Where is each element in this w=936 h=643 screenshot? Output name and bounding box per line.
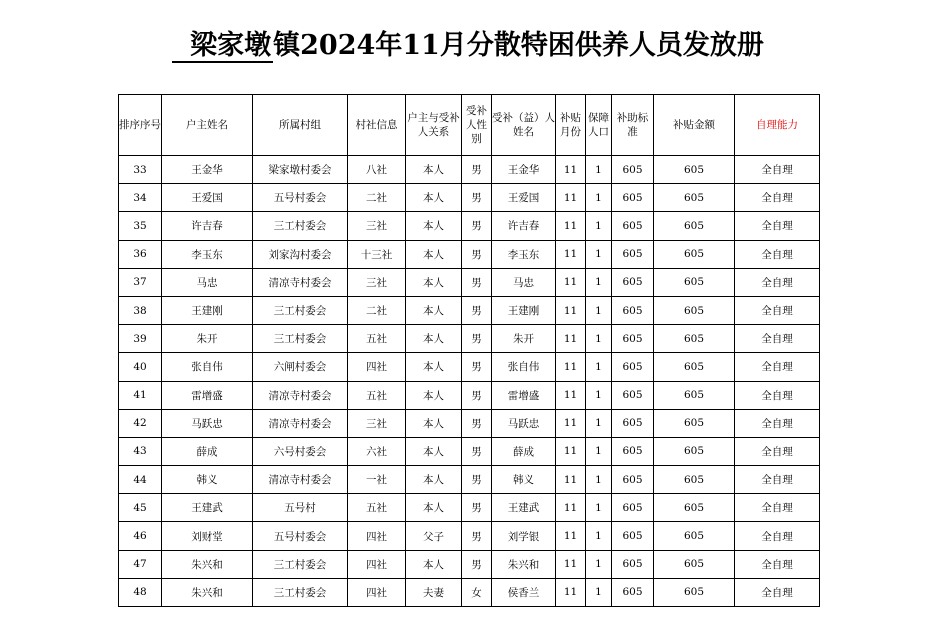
cell-amount: 605 <box>654 240 735 268</box>
cell-standard: 605 <box>612 437 654 465</box>
cell-standard: 605 <box>612 240 654 268</box>
cell-village: 五号村委会 <box>253 184 348 212</box>
cell-relationship: 本人 <box>406 296 462 324</box>
cell-relationship: 本人 <box>406 381 462 409</box>
cell-standard: 605 <box>612 212 654 240</box>
cell-sex: 男 <box>462 466 492 494</box>
table-row <box>119 522 820 550</box>
cell-relationship: 本人 <box>406 409 462 437</box>
cell-sequence: 39 <box>119 325 162 353</box>
cell-relationship: 本人 <box>406 466 462 494</box>
cell-village: 六号村委会 <box>253 437 348 465</box>
col-header-self-care: 自理能力 <box>735 95 820 156</box>
cell-amount: 605 <box>654 381 735 409</box>
cell-household-head: 王建刚 <box>162 296 253 324</box>
cell-village: 五号村 <box>253 494 348 522</box>
cell-beneficiary: 王爱国 <box>492 184 556 212</box>
cell-village: 三工村委会 <box>253 325 348 353</box>
cell-population: 1 <box>586 494 612 522</box>
cell-beneficiary: 王建刚 <box>492 296 556 324</box>
cell-village-group: 四社 <box>348 578 406 606</box>
col-header-standard: 补助标准 <box>612 95 654 156</box>
cell-month: 11 <box>556 296 586 324</box>
col-header-village: 所属村组 <box>253 95 348 156</box>
cell-village: 清凉寺村委会 <box>253 268 348 296</box>
cell-amount: 605 <box>654 184 735 212</box>
col-header-month: 补贴月份 <box>556 95 586 156</box>
cell-self-care: 全自理 <box>735 296 820 324</box>
cell-village-group: 五社 <box>348 325 406 353</box>
cell-self-care: 全自理 <box>735 353 820 381</box>
cell-standard: 605 <box>612 466 654 494</box>
table-row <box>119 437 820 465</box>
cell-population: 1 <box>586 550 612 578</box>
table-row <box>119 184 820 212</box>
cell-household-head: 王金华 <box>162 156 253 184</box>
table-row <box>119 296 820 324</box>
cell-village: 三工村委会 <box>253 296 348 324</box>
cell-sequence: 38 <box>119 296 162 324</box>
cell-sex: 男 <box>462 268 492 296</box>
cell-population: 1 <box>586 325 612 353</box>
cell-relationship: 夫妻 <box>406 578 462 606</box>
cell-village-group: 五社 <box>348 494 406 522</box>
cell-population: 1 <box>586 409 612 437</box>
cell-sex: 男 <box>462 437 492 465</box>
cell-amount: 605 <box>654 522 735 550</box>
cell-self-care: 全自理 <box>735 184 820 212</box>
cell-village-group: 三社 <box>348 212 406 240</box>
cell-sequence: 41 <box>119 381 162 409</box>
cell-sex: 男 <box>462 409 492 437</box>
cell-household-head: 王建武 <box>162 494 253 522</box>
table-row <box>119 353 820 381</box>
cell-village: 梁家墩村委会 <box>253 156 348 184</box>
table-row <box>119 381 820 409</box>
cell-sequence: 45 <box>119 494 162 522</box>
col-header-sex: 受补人性别 <box>462 95 492 156</box>
cell-sequence: 44 <box>119 466 162 494</box>
cell-population: 1 <box>586 381 612 409</box>
cell-beneficiary: 朱兴和 <box>492 550 556 578</box>
cell-sequence: 46 <box>119 522 162 550</box>
cell-month: 11 <box>556 212 586 240</box>
cell-amount: 605 <box>654 156 735 184</box>
cell-self-care: 全自理 <box>735 409 820 437</box>
cell-beneficiary: 韩义 <box>492 466 556 494</box>
cell-village: 三工村委会 <box>253 550 348 578</box>
cell-relationship: 本人 <box>406 550 462 578</box>
cell-population: 1 <box>586 240 612 268</box>
cell-standard: 605 <box>612 409 654 437</box>
table-row <box>119 240 820 268</box>
col-header-sequence: 排序序号 <box>119 95 162 156</box>
cell-month: 11 <box>556 437 586 465</box>
cell-sequence: 47 <box>119 550 162 578</box>
table-row <box>119 268 820 296</box>
header-row <box>119 95 820 156</box>
col-header-household-head: 户主姓名 <box>162 95 253 156</box>
cell-sex: 男 <box>462 381 492 409</box>
cell-self-care: 全自理 <box>735 212 820 240</box>
cell-month: 11 <box>556 466 586 494</box>
cell-beneficiary: 刘学银 <box>492 522 556 550</box>
cell-amount: 605 <box>654 353 735 381</box>
cell-household-head: 韩义 <box>162 466 253 494</box>
cell-beneficiary: 朱开 <box>492 325 556 353</box>
cell-village-group: 四社 <box>348 353 406 381</box>
cell-standard: 605 <box>612 494 654 522</box>
cell-beneficiary: 马跃忠 <box>492 409 556 437</box>
col-header-amount: 补贴金额 <box>654 95 735 156</box>
cell-amount: 605 <box>654 212 735 240</box>
cell-sex: 男 <box>462 522 492 550</box>
page-title <box>0 30 936 63</box>
cell-sequence: 36 <box>119 240 162 268</box>
cell-relationship: 本人 <box>406 156 462 184</box>
cell-relationship: 本人 <box>406 437 462 465</box>
cell-standard: 605 <box>612 550 654 578</box>
cell-village-group: 一社 <box>348 466 406 494</box>
cell-amount: 605 <box>654 550 735 578</box>
cell-standard: 605 <box>612 325 654 353</box>
cell-household-head: 朱兴和 <box>162 578 253 606</box>
cell-standard: 605 <box>612 184 654 212</box>
table-row <box>119 578 820 606</box>
cell-village: 五号村委会 <box>253 522 348 550</box>
cell-beneficiary: 李玉东 <box>492 240 556 268</box>
cell-household-head: 马忠 <box>162 268 253 296</box>
col-header-village-group: 村社信息 <box>348 95 406 156</box>
cell-beneficiary: 侯香兰 <box>492 578 556 606</box>
cell-month: 11 <box>556 381 586 409</box>
cell-beneficiary: 王建武 <box>492 494 556 522</box>
col-header-beneficiary: 受补（益）人姓名 <box>492 95 556 156</box>
title-rest: 镇2024年11月分散特困供养人员发放册 <box>273 30 764 61</box>
cell-village-group: 二社 <box>348 184 406 212</box>
cell-population: 1 <box>586 466 612 494</box>
cell-sequence: 33 <box>119 156 162 184</box>
cell-population: 1 <box>586 437 612 465</box>
cell-sex: 男 <box>462 184 492 212</box>
cell-household-head: 马跃忠 <box>162 409 253 437</box>
cell-village-group: 二社 <box>348 296 406 324</box>
cell-sex: 男 <box>462 156 492 184</box>
cell-relationship: 本人 <box>406 494 462 522</box>
cell-self-care: 全自理 <box>735 466 820 494</box>
cell-month: 11 <box>556 184 586 212</box>
cell-sex: 男 <box>462 550 492 578</box>
cell-population: 1 <box>586 268 612 296</box>
cell-population: 1 <box>586 184 612 212</box>
cell-household-head: 王爱国 <box>162 184 253 212</box>
cell-amount: 605 <box>654 466 735 494</box>
cell-standard: 605 <box>612 578 654 606</box>
cell-household-head: 李玉东 <box>162 240 253 268</box>
cell-self-care: 全自理 <box>735 325 820 353</box>
cell-relationship: 本人 <box>406 240 462 268</box>
table-row <box>119 409 820 437</box>
table-row <box>119 550 820 578</box>
cell-village: 清凉寺村委会 <box>253 381 348 409</box>
table-row <box>119 156 820 184</box>
cell-household-head: 许吉春 <box>162 212 253 240</box>
cell-standard: 605 <box>612 522 654 550</box>
cell-village: 清凉寺村委会 <box>253 409 348 437</box>
table-row <box>119 325 820 353</box>
cell-relationship: 本人 <box>406 184 462 212</box>
cell-population: 1 <box>586 522 612 550</box>
col-header-population: 保障人口 <box>586 95 612 156</box>
cell-beneficiary: 雷增盛 <box>492 381 556 409</box>
cell-village: 刘家沟村委会 <box>253 240 348 268</box>
col-header-relationship: 户主与受补人关系 <box>406 95 462 156</box>
cell-self-care: 全自理 <box>735 522 820 550</box>
cell-self-care: 全自理 <box>735 437 820 465</box>
cell-population: 1 <box>586 156 612 184</box>
cell-sex: 男 <box>462 212 492 240</box>
cell-sex: 男 <box>462 494 492 522</box>
cell-amount: 605 <box>654 409 735 437</box>
cell-sex: 男 <box>462 353 492 381</box>
cell-amount: 605 <box>654 578 735 606</box>
cell-beneficiary: 王金华 <box>492 156 556 184</box>
cell-household-head: 朱兴和 <box>162 550 253 578</box>
cell-population: 1 <box>586 578 612 606</box>
cell-self-care: 全自理 <box>735 494 820 522</box>
cell-self-care: 全自理 <box>735 268 820 296</box>
cell-sex: 男 <box>462 296 492 324</box>
cell-village-group: 四社 <box>348 522 406 550</box>
cell-month: 11 <box>556 240 586 268</box>
cell-amount: 605 <box>654 437 735 465</box>
cell-month: 11 <box>556 494 586 522</box>
cell-month: 11 <box>556 325 586 353</box>
cell-relationship: 本人 <box>406 325 462 353</box>
cell-sequence: 35 <box>119 212 162 240</box>
cell-amount: 605 <box>654 494 735 522</box>
cell-sequence: 34 <box>119 184 162 212</box>
cell-relationship: 父子 <box>406 522 462 550</box>
cell-village: 三工村委会 <box>253 212 348 240</box>
cell-beneficiary: 马忠 <box>492 268 556 296</box>
cell-village-group: 六社 <box>348 437 406 465</box>
cell-standard: 605 <box>612 156 654 184</box>
cell-village-group: 四社 <box>348 550 406 578</box>
cell-amount: 605 <box>654 325 735 353</box>
cell-village-group: 五社 <box>348 381 406 409</box>
cell-village-group: 三社 <box>348 409 406 437</box>
cell-household-head: 朱开 <box>162 325 253 353</box>
cell-sex: 男 <box>462 325 492 353</box>
cell-self-care: 全自理 <box>735 381 820 409</box>
cell-sequence: 42 <box>119 409 162 437</box>
cell-sequence: 37 <box>119 268 162 296</box>
cell-standard: 605 <box>612 381 654 409</box>
title-town-name: 梁家墩 <box>172 31 273 63</box>
cell-beneficiary: 许吉春 <box>492 212 556 240</box>
table-row <box>119 466 820 494</box>
cell-household-head: 张自伟 <box>162 353 253 381</box>
cell-amount: 605 <box>654 296 735 324</box>
cell-relationship: 本人 <box>406 268 462 296</box>
cell-village-group: 三社 <box>348 268 406 296</box>
cell-village: 清凉寺村委会 <box>253 466 348 494</box>
cell-sequence: 43 <box>119 437 162 465</box>
cell-beneficiary: 张自伟 <box>492 353 556 381</box>
cell-month: 11 <box>556 156 586 184</box>
cell-self-care: 全自理 <box>735 156 820 184</box>
table-row <box>119 212 820 240</box>
cell-amount: 605 <box>654 268 735 296</box>
cell-household-head: 刘财堂 <box>162 522 253 550</box>
cell-sequence: 48 <box>119 578 162 606</box>
cell-sex: 男 <box>462 240 492 268</box>
cell-self-care: 全自理 <box>735 550 820 578</box>
cell-self-care: 全自理 <box>735 578 820 606</box>
cell-month: 11 <box>556 522 586 550</box>
cell-village-group: 十三社 <box>348 240 406 268</box>
table-row <box>119 494 820 522</box>
cell-standard: 605 <box>612 296 654 324</box>
cell-household-head: 薛成 <box>162 437 253 465</box>
cell-village: 六闸村委会 <box>253 353 348 381</box>
cell-relationship: 本人 <box>406 212 462 240</box>
cell-month: 11 <box>556 353 586 381</box>
cell-self-care: 全自理 <box>735 240 820 268</box>
cell-population: 1 <box>586 296 612 324</box>
cell-population: 1 <box>586 212 612 240</box>
cell-month: 11 <box>556 550 586 578</box>
cell-population: 1 <box>586 353 612 381</box>
cell-sex: 女 <box>462 578 492 606</box>
cell-month: 11 <box>556 578 586 606</box>
roster-table <box>118 94 820 607</box>
cell-beneficiary: 薛成 <box>492 437 556 465</box>
cell-standard: 605 <box>612 353 654 381</box>
cell-sequence: 40 <box>119 353 162 381</box>
cell-village: 三工村委会 <box>253 578 348 606</box>
cell-month: 11 <box>556 409 586 437</box>
cell-household-head: 雷增盛 <box>162 381 253 409</box>
cell-relationship: 本人 <box>406 353 462 381</box>
cell-month: 11 <box>556 268 586 296</box>
cell-village-group: 八社 <box>348 156 406 184</box>
cell-standard: 605 <box>612 268 654 296</box>
